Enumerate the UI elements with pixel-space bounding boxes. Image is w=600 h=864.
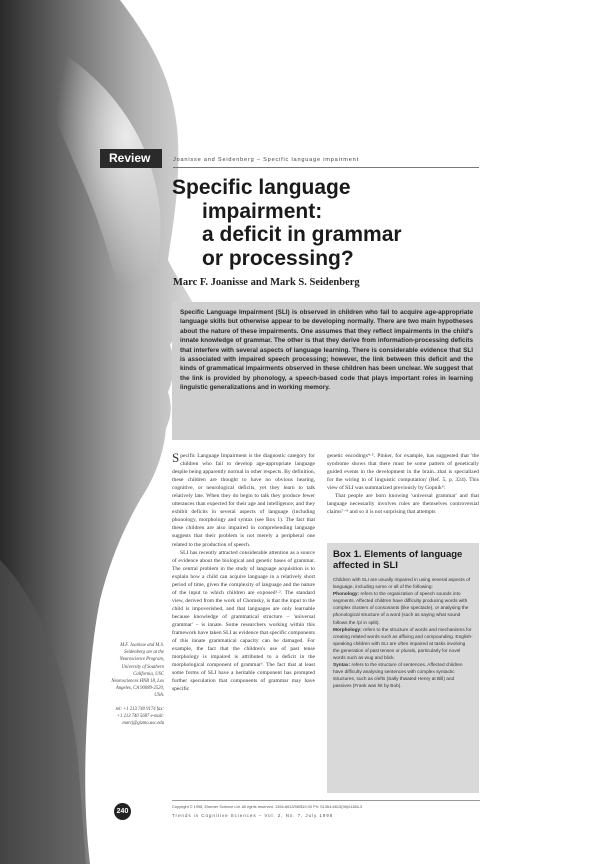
box-item <box>333 662 473 690</box>
footer-divider <box>172 800 480 801</box>
author-affiliation <box>110 642 164 727</box>
box-body <box>333 577 473 691</box>
body-paragraph: SLI has recently attracted considerable attention as a source of evidence about the biological and genetic bases of grammar. The central problem in the study of language acquisition is to explain how a child can acquire language in a relatively short period of time, given the complexity of language and the nature of the input to which children are exposed¹·². The standard view, derived from the work of Chomsky, is that the input to the child is impoverished, and that languages are only learnable because knowledge of grammatical structure – 'universal grammar' – is innate. Some researchers working within this framework have taken SLI as evidence that specific components of this innate grammatical capacity can be damaged. For example, the fact that the children's use of past tense morphology is impaired is attributed to a deficit in the morphological component of grammar³. The fact that at least some forms of SLI have a heritable component has prompted further speculation that components of grammar may have specific <box>172 549 315 693</box>
body-paragraph: genetic encodings⁴·⁵. Pinker, for example, has suggested that 'the syndrome shows that there must be some pattern of genetically guided events in the development in the brain...that is specialized for the wiring in of linguistic computation' (Ref. 5, p. 324). This view of SLI was summarized previously by Gopnik⁶: <box>327 453 479 492</box>
body-paragraph: That people are born knowing 'universal grammar' and that language necessarily involves rules are themselves controversial claims⁷⁻⁹ and so it is not surprising that attempts <box>327 493 479 516</box>
box-intro: Children with SLI are usually impaired in using several aspects of language, including some or all of the following: <box>333 578 471 591</box>
authors: Marc F. Joanisse and Mark S. Seidenberg <box>173 277 360 288</box>
box-item-term: Morphology: <box>333 627 362 633</box>
box-1 <box>327 543 479 793</box>
box-item-text: refers to the organization of speech sounds into segments. Affected children have difficulty producing words with complex clusters of consonants (like spectacle), or analysing the phonological structure of a word (such as saying what sound follows the /p/ in split). <box>333 592 469 626</box>
box-item-term: Syntax: <box>333 663 351 669</box>
abstract-box: Specific Language Impairment (SLI) is observed in children who fail to acquire age-appropriate language skills but otherwise appear to be developing normally. There are two main hypotheses about the nature of these impairments. One assumes that they reflect impairments in the child's innate knowledge of grammar. The other is that they derive from information-processing deficits that interfere with several aspects of language learning. There is considerable evidence that SLI is associated with impaired speech processing; however, the link between this deficit and the kinds of grammatical impairments observed in these children has been unclear. We suggest that the link is provided by phonology, a speech-based code that plays important roles in learning linguistic generalizations and in working memory. <box>172 302 480 440</box>
body-column-left <box>172 452 315 798</box>
title-line: a deficit in grammar <box>202 223 402 246</box>
box-item-text: refers to the structure of words and mechanisms for creating related words such as affixing and compounding. English-speaking children with SLI are often impaired at tasks involving the generation of past tenses or plurals, particularly for novel words such as wug and blick. <box>333 627 473 662</box>
box-item-text: refers to the structure of sentences. Affected children have difficulty analysing sentences with complex syntactic structures, such as clefts (Sally thwated Henry at Bill) and passives (Frank was hit by Bob). <box>333 663 463 690</box>
box-item <box>333 591 473 626</box>
running-head: Joanisse and Seidenberg – Specific language impairment <box>173 157 359 163</box>
section-tag: Review <box>100 149 162 168</box>
body-paragraph <box>172 452 315 549</box>
copyright-line: Copyright © 1998, Elsevier Science Ltd. All rights reserved. 1364-6613/98/$19.00 PII: S1364-6613(98)01186-3 <box>172 804 363 809</box>
box-title: Box 1. Elements of language affected in SLI <box>333 549 463 571</box>
affiliation-text: M.F. Joanisse and M.S. Seidenberg are at the Neuroscience Program, University of Southern California, USC Neurosciences HNB 18, Los Angeles, CA 90089-2520, USA. <box>111 643 164 699</box>
article-title <box>172 176 492 270</box>
body-column-right <box>327 452 479 532</box>
title-line: or processing? <box>202 246 354 270</box>
header-divider <box>173 167 479 168</box>
contact-info: tel: +1 213 740 9174 fax: +1 213 740 5687 e-mail: marcj@gizmo.usc.edu <box>115 706 164 727</box>
box-item-term: Phonology: <box>333 592 360 598</box>
page-number: 240 <box>114 803 131 820</box>
box-item <box>333 627 473 662</box>
drop-cap: S <box>172 450 180 465</box>
title-line: Specific language <box>172 176 351 199</box>
paragraph-text: pecific Language Impairment is the diagnostic category for children who fail to develop age-appropriate language despite being apparently normal in other respects. By definition, these children are thought to have no obvious hearing, cognitive, or neurological deficits, yet they learn to talk relatively late. When they do begin to talk they produce fewer utterances than expected for their age and intelligence; and they exhibit deficits in several aspects of language (including phonology, morphology and syntax (see Box 1). The fact that these children are also impaired in comprehending language suggests that their problem is not merely a peripheral one related to the production of speech. <box>172 453 315 548</box>
journal-citation: Trends in Cognitive Sciences – Vol. 2, No. 7, July 1998 <box>172 813 334 818</box>
title-line: impairment: <box>202 199 323 223</box>
